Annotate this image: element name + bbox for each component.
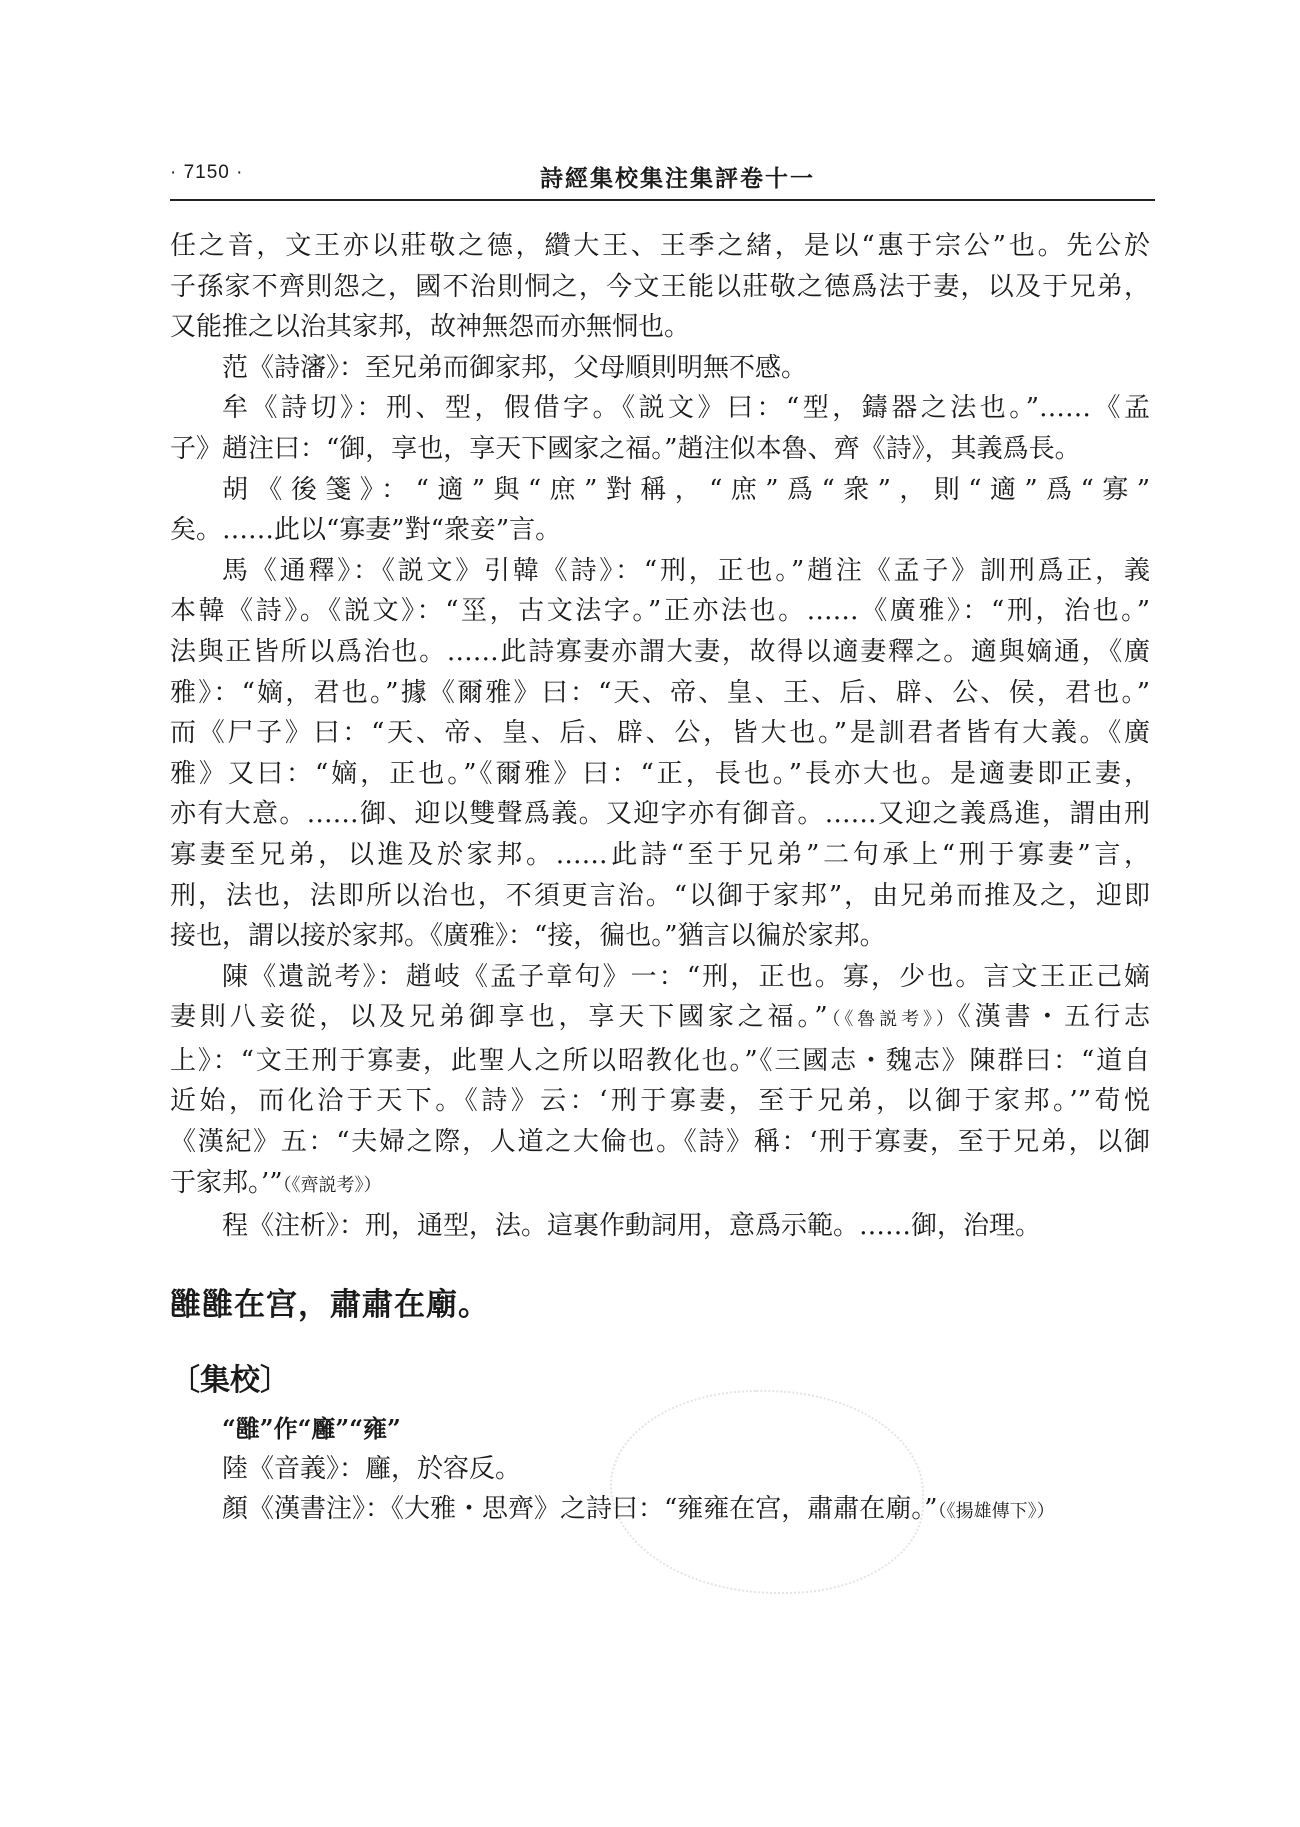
header-rule xyxy=(170,199,1155,201)
collation-lu: 陸《音義》：廱，於容反。 xyxy=(222,1453,522,1484)
paragraph-line: 又能推之以治其家邦，故神無怨而亦無恫也。 xyxy=(170,312,691,343)
running-title: 詩經集校集注集評卷十一 xyxy=(540,165,815,192)
commentary-fan: 范《詩瀋》：至兄弟而御家邦，父母順則明無不感。 xyxy=(222,352,808,383)
commentary-hu: 胡《後箋》：“適”與“庶”對稱，“庶”爲“衆”，則“適”爲“寡” xyxy=(222,474,1150,505)
variant-subhead: “雝”作“廱”“雍” xyxy=(222,1413,401,1443)
paragraph-line: 上》：“文王刑于寡妻，此聖人之所以昭教化也。”《三國志・魏志》陳群曰：“道自 xyxy=(170,1045,1150,1076)
paragraph-line: 矣。……此以“寡妻”對“衆妾”言。 xyxy=(170,515,562,546)
paragraph-line: 接也，謂以接於家邦。《廣雅》：“接，徧也。”猶言以徧於家邦。 xyxy=(170,921,886,952)
section-title: 〔集校〕 xyxy=(170,1362,290,1398)
paragraph-line: 刑，法也，法即所以治也，不須更言治。“以御于家邦”，由兄弟而推及之，迎即 xyxy=(170,880,1150,911)
main-text xyxy=(170,226,1150,1533)
page-number: · 7150 · xyxy=(170,162,244,183)
paragraph-line: 法與正皆所以爲治也。……此詩寡妻亦謂大妻，故得以適妻釋之。適與嫡通，《廣 xyxy=(170,636,1150,667)
source-note: （《魯説考》） xyxy=(827,1009,958,1031)
page-header xyxy=(170,162,1155,198)
collation-yan: 顏《漢書注》：《大雅・思齊》之詩曰：“雍雍在宫，肅肅在廟。”（《揚雄傳下》） xyxy=(222,1494,1055,1525)
source-note: （《齊説考》） xyxy=(282,1174,382,1196)
paragraph-line: 近始，而化洽于天下。《詩》云：‘刑于寡妻，至于兄弟，以御于家邦。’”荀悦 xyxy=(170,1086,1150,1117)
paragraph-line: 子孫家不齊則怨之，國不治則恫之，今文王能以莊敬之德爲法于妻，以及于兄弟， xyxy=(170,271,1150,302)
paragraph-line: 雅》：“嫡，君也。”據《爾雅》曰：“天、帝、皇、王、后、辟、公、侯，君也。” xyxy=(170,677,1150,708)
commentary-ma: 馬《通釋》：《説文》引韓《詩》：“刑，正也。”趙注《孟子》訓刑爲正，義 xyxy=(222,555,1150,586)
commentary-cheng: 程《注析》：刑，通型，法。這裏作動詞用，意爲示範。……御，治理。 xyxy=(222,1211,1042,1242)
paragraph-line: 雅》又曰：“嫡，正也。”《爾雅》曰：“正，長也。”長亦大也。是適妻即正妻， xyxy=(170,758,1150,789)
verse-line: 雝雝在宫，肅肅在廟。 xyxy=(170,1286,490,1323)
paragraph-line: 子》趙注曰：“御，享也，享天下國家之福。”趙注似本魯、齊《詩》，其義爲長。 xyxy=(170,433,1081,464)
paragraph-line: 于家邦。’”（《齊説考》） xyxy=(170,1167,382,1198)
paragraph-line: 妻則八妾從，以及兄弟御享也，享天下國家之福。”（《魯説考》）《漢書・五行志 xyxy=(170,1002,1151,1033)
paragraph: 任之音，文王亦以莊敬之德，纘大王、王季之緒，是以“惠于宗公”也。先公於 xyxy=(170,231,1150,261)
paragraph-line: 亦有大意。……御、迎以雙聲爲義。又迎字亦有御音。……又迎之義爲進，謂由刑 xyxy=(170,799,1150,830)
commentary-chen: 陳《遺説考》：趙岐《孟子章句》一：“刑，正也。寡，少也。言文王正己嫡 xyxy=(222,961,1150,992)
paragraph-line: 寡妻至兄弟，以進及於家邦。……此詩“至于兄弟”二句承上“刑于寡妻”言， xyxy=(170,839,1150,870)
commentary-mou: 牟《詩切》：刑、型，假借字。《説文》曰：“型，鑄器之法也。”……《孟 xyxy=(222,393,1150,424)
paragraph-line: 《漢紀》五：“夫婦之際，人道之大倫也。《詩》稱：‘刑于寡妻，至于兄弟，以御 xyxy=(170,1127,1150,1158)
paragraph-line: 本韓《詩》。《説文》：“坙，古文法字。”正亦法也。……《廣雅》：“刑，治也。” xyxy=(170,596,1150,627)
paragraph-line: 而《尸子》曰：“天、帝、皇、后、辟、公，皆大也。”是訓君者皆有大義。《廣 xyxy=(170,718,1150,749)
source-note: （《揚雄傳下》） xyxy=(937,1501,1055,1523)
